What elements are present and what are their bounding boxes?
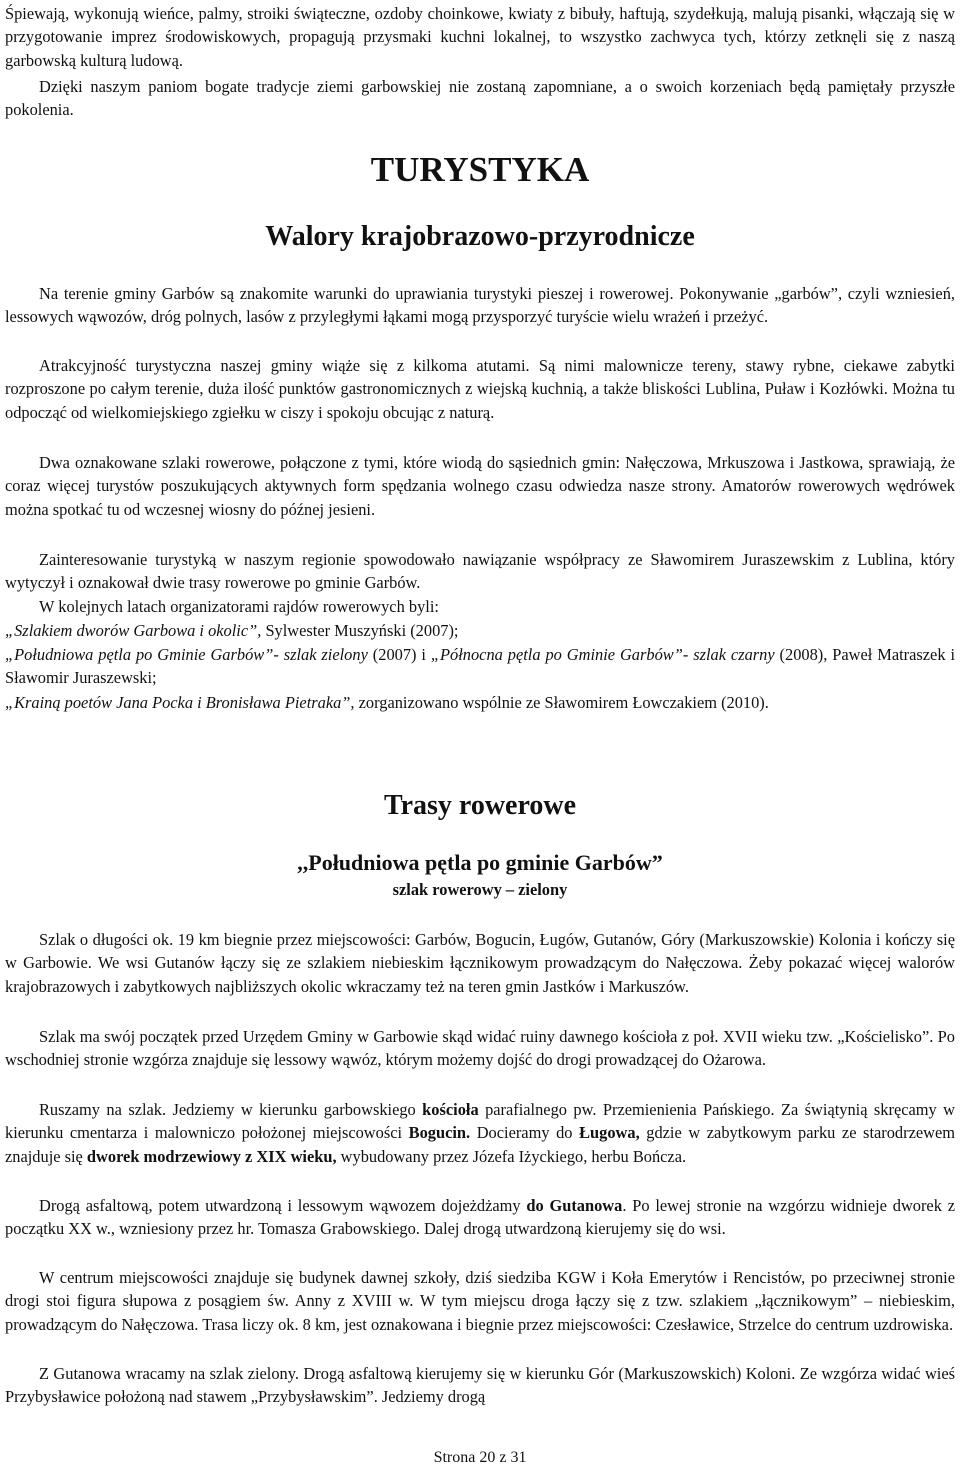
tourism-paragraph-4: Zainteresowanie turystyką w naszym regionie spowodowało nawiązanie współpracy ze Sławomirem Juraszewskim z Lublina, który wytyczył i oznakował dwie trasy rowerowe po gminie Garbów. [5, 550, 955, 593]
route-paragraph-6: Z Gutanowa wracamy na szlak zielony. Drogą asfaltową kierujemy się w kierunku Gór (Markuszowskich) Koloni. Ze wzgórza widać wieś Przybysławice położoną nad stawem „Przybysławskim”. Jedziemy drogą [5, 1364, 955, 1407]
section-heading-routes: Trasy rowerowe [383, 790, 577, 821]
rally-organizer-3: zorganizowano wspólnie ze Sławomirem Łowczakiem (2010). [354, 693, 769, 712]
rally-title-2: „Południowa pętla po Gminie Garbów”- szlak zielony [5, 645, 368, 664]
route-p3-text-c: parafialnego pw. Przemienienia Pańskiego. Za świątynią skręcamy w kierunku cmentarza i malowniczo położonej miejscowości [5, 1100, 955, 1143]
tourism-paragraph-1: Na terenie gminy Garbów są znakomite warunki do uprawiania turystyki pieszej i rowerowej. Pokonywanie „garbów”, czyli wzniesień, lessowych wąwozów, dróg polnych, lasów z przyległymi łąkami mogą przysporzyć turyście wielu wrażeń i przeżyć. [5, 284, 955, 327]
rally-year-2: (2007) i [367, 645, 431, 664]
route-p4-text-c: . Po lewej stronie na wzgórzu widnieje dworek z początku XX w., wzniesiony przez hr. Tomasza Grabowskiego. Dalej drogą utwardzoną kierujemy się do wsi. [5, 1196, 955, 1239]
rally-organizer-1: Sylwester Muszyński (2007); [261, 621, 459, 640]
route-p3-bogucin: Bogucin. [408, 1123, 471, 1143]
route-p3-lugow: Ługowa, [579, 1123, 640, 1143]
route-p3-church: kościoła [422, 1100, 479, 1119]
intro-paragraph-2: Dzięki naszym paniom bogate tradycje ziemi garbowskiej nie zostaną zapomniane, a o swoich korzeniach będą pamiętały przyszłe pokolenia. [5, 77, 955, 120]
route-p3-text-g: gdzie w zabytkowym parku ze starodrzewem znajduje się [5, 1123, 955, 1166]
route-paragraph-5: W centrum miejscowości znajduje się budynek dawnej szkoły, dziś siedziba KGW i Koła Emerytów i Rencistów, po przeciwnej stronie drogi stoi figura słupowa z posągiem św. Anny z XVIII w. W tym miejscu droga łączy się z tzw. szlakiem „łącznikowym” – niebieskim, prowadzącym do Nałęczowa. Trasa liczy ok. 8 km, jest oznakowana i biegnie przez miejscowości: Czesławice, Strzelce do centrum uzdrowiska. [5, 1268, 955, 1334]
page-number-footer: Strona 20 z 31 [433, 1449, 527, 1466]
intro-paragraph-1: Śpiewają, wykonują wieńce, palmy, stroiki świąteczne, ozdoby choinkowe, kwiaty z bibuły, haftują, szydełkują, malują pisanki, włączają się w przygotowanie imprez środowiskowych, propagują przysmaki kuchni lokalnej, to wszystko zachwyca tych, którzy zetknęli się z naszą garbowską kulturą ludową. [5, 4, 955, 70]
route-subtitle: szlak rowerowy – zielony [392, 880, 568, 899]
rally-title-4: „Krainą poetów Jana Pocka i Bronisława Pietraka”, [5, 693, 355, 712]
route-p4-gutanow: do Gutanowa [526, 1196, 623, 1215]
tourism-paragraph-2: Atrakcyjność turystyczna naszej gminy wiąże się z kilkoma atutami. Są nimi malownicze tereny, stawy rybne, ciekawe zabytki rozproszone po całym terenie, duża ilość punktów gastronomicznych z wiejską kuchnią, a także bliskości Lublina, Puław i Kozłówki. Można tu odpocząć od wielkomiejskiego zgiełku w ciszy i spokoju obcując z naturą. [5, 356, 955, 422]
route-paragraph-4 [5, 1194, 955, 1241]
tourism-paragraph-5: W kolejnych latach organizatorami rajdów rowerowych byli: [39, 597, 439, 616]
route-p3-text-e: Docieramy do [470, 1123, 580, 1143]
route-p3-text-i: wybudowany przez Józefa Iżyckiego, herbu Bończa. [336, 1146, 687, 1166]
rally-item-3 [5, 691, 955, 714]
rally-title-3: „Północna pętla po Gminie Garbów”- szlak czarny [430, 645, 775, 664]
route-paragraph-1: Szlak o długości ok. 19 km biegnie przez miejscowości: Garbów, Bogucin, Ługów, Gutanów, Góry (Markuszowskie) Kolonia i kończy się w Garbowie. We wsi Gutanów łączy się ze szlakiem niebieskim łącznikowym prowadzącym do Nałęczowa. Żeby pokazać więcej walorów krajobrazowych i zabytkowych najbliższych okolic wkraczamy też na teren gmin Jastków i Markuszów. [5, 930, 955, 996]
rally-title-1: „Szlakiem dworów Garbowa i okolic”, [5, 621, 262, 640]
route-paragraph-3 [5, 1098, 955, 1168]
rally-item-2 [5, 643, 955, 690]
route-p4-text-a: Drogą asfaltową, potem utwardzoną i lessowym wąwozem dojeżdżamy [39, 1196, 527, 1215]
section-heading-tourism: TURYSTYKA [370, 150, 590, 189]
route-p3-manor: dworek modrzewiowy z XIX wieku, [86, 1146, 337, 1166]
section-subheading-landscape: Walory krajobrazowo-przyrodnicze [265, 221, 695, 252]
route-p3-text-a: Ruszamy na szlak. Jedziemy w kierunku garbowskiego [39, 1100, 423, 1119]
route-paragraph-2: Szlak ma swój początek przed Urzędem Gminy w Garbowie skąd widać ruiny dawnego kościoła z poł. XVII wieku tzw. „Kościelisko”. Po wschodniej stronie wzgórza znajduje się lessowy wąwóz, którym możemy dojść do drogi prowadzącej do Ożarowa. [5, 1027, 955, 1070]
tourism-paragraph-3: Dwa oznakowane szlaki rowerowe, połączone z tymi, które wiodą do sąsiednich gmin: Nałęczowa, Mrkuszowa i Jastkowa, sprawiają, że coraz więcej turystów poszukujących aktywnych form spędzania wolnego czasu odwiedza nasze strony. Amatorów rowerowych wędrówek można spotkać tu od wczesnej wiosny do późnej jesieni. [5, 453, 955, 519]
rally-item-1 [5, 619, 955, 642]
route-title: ,,Południowa pętla po gminie Garbów” [297, 850, 663, 875]
rally-organizer-2: (2008), Paweł Matraszek i Sławomir Juraszewski; [5, 645, 956, 688]
